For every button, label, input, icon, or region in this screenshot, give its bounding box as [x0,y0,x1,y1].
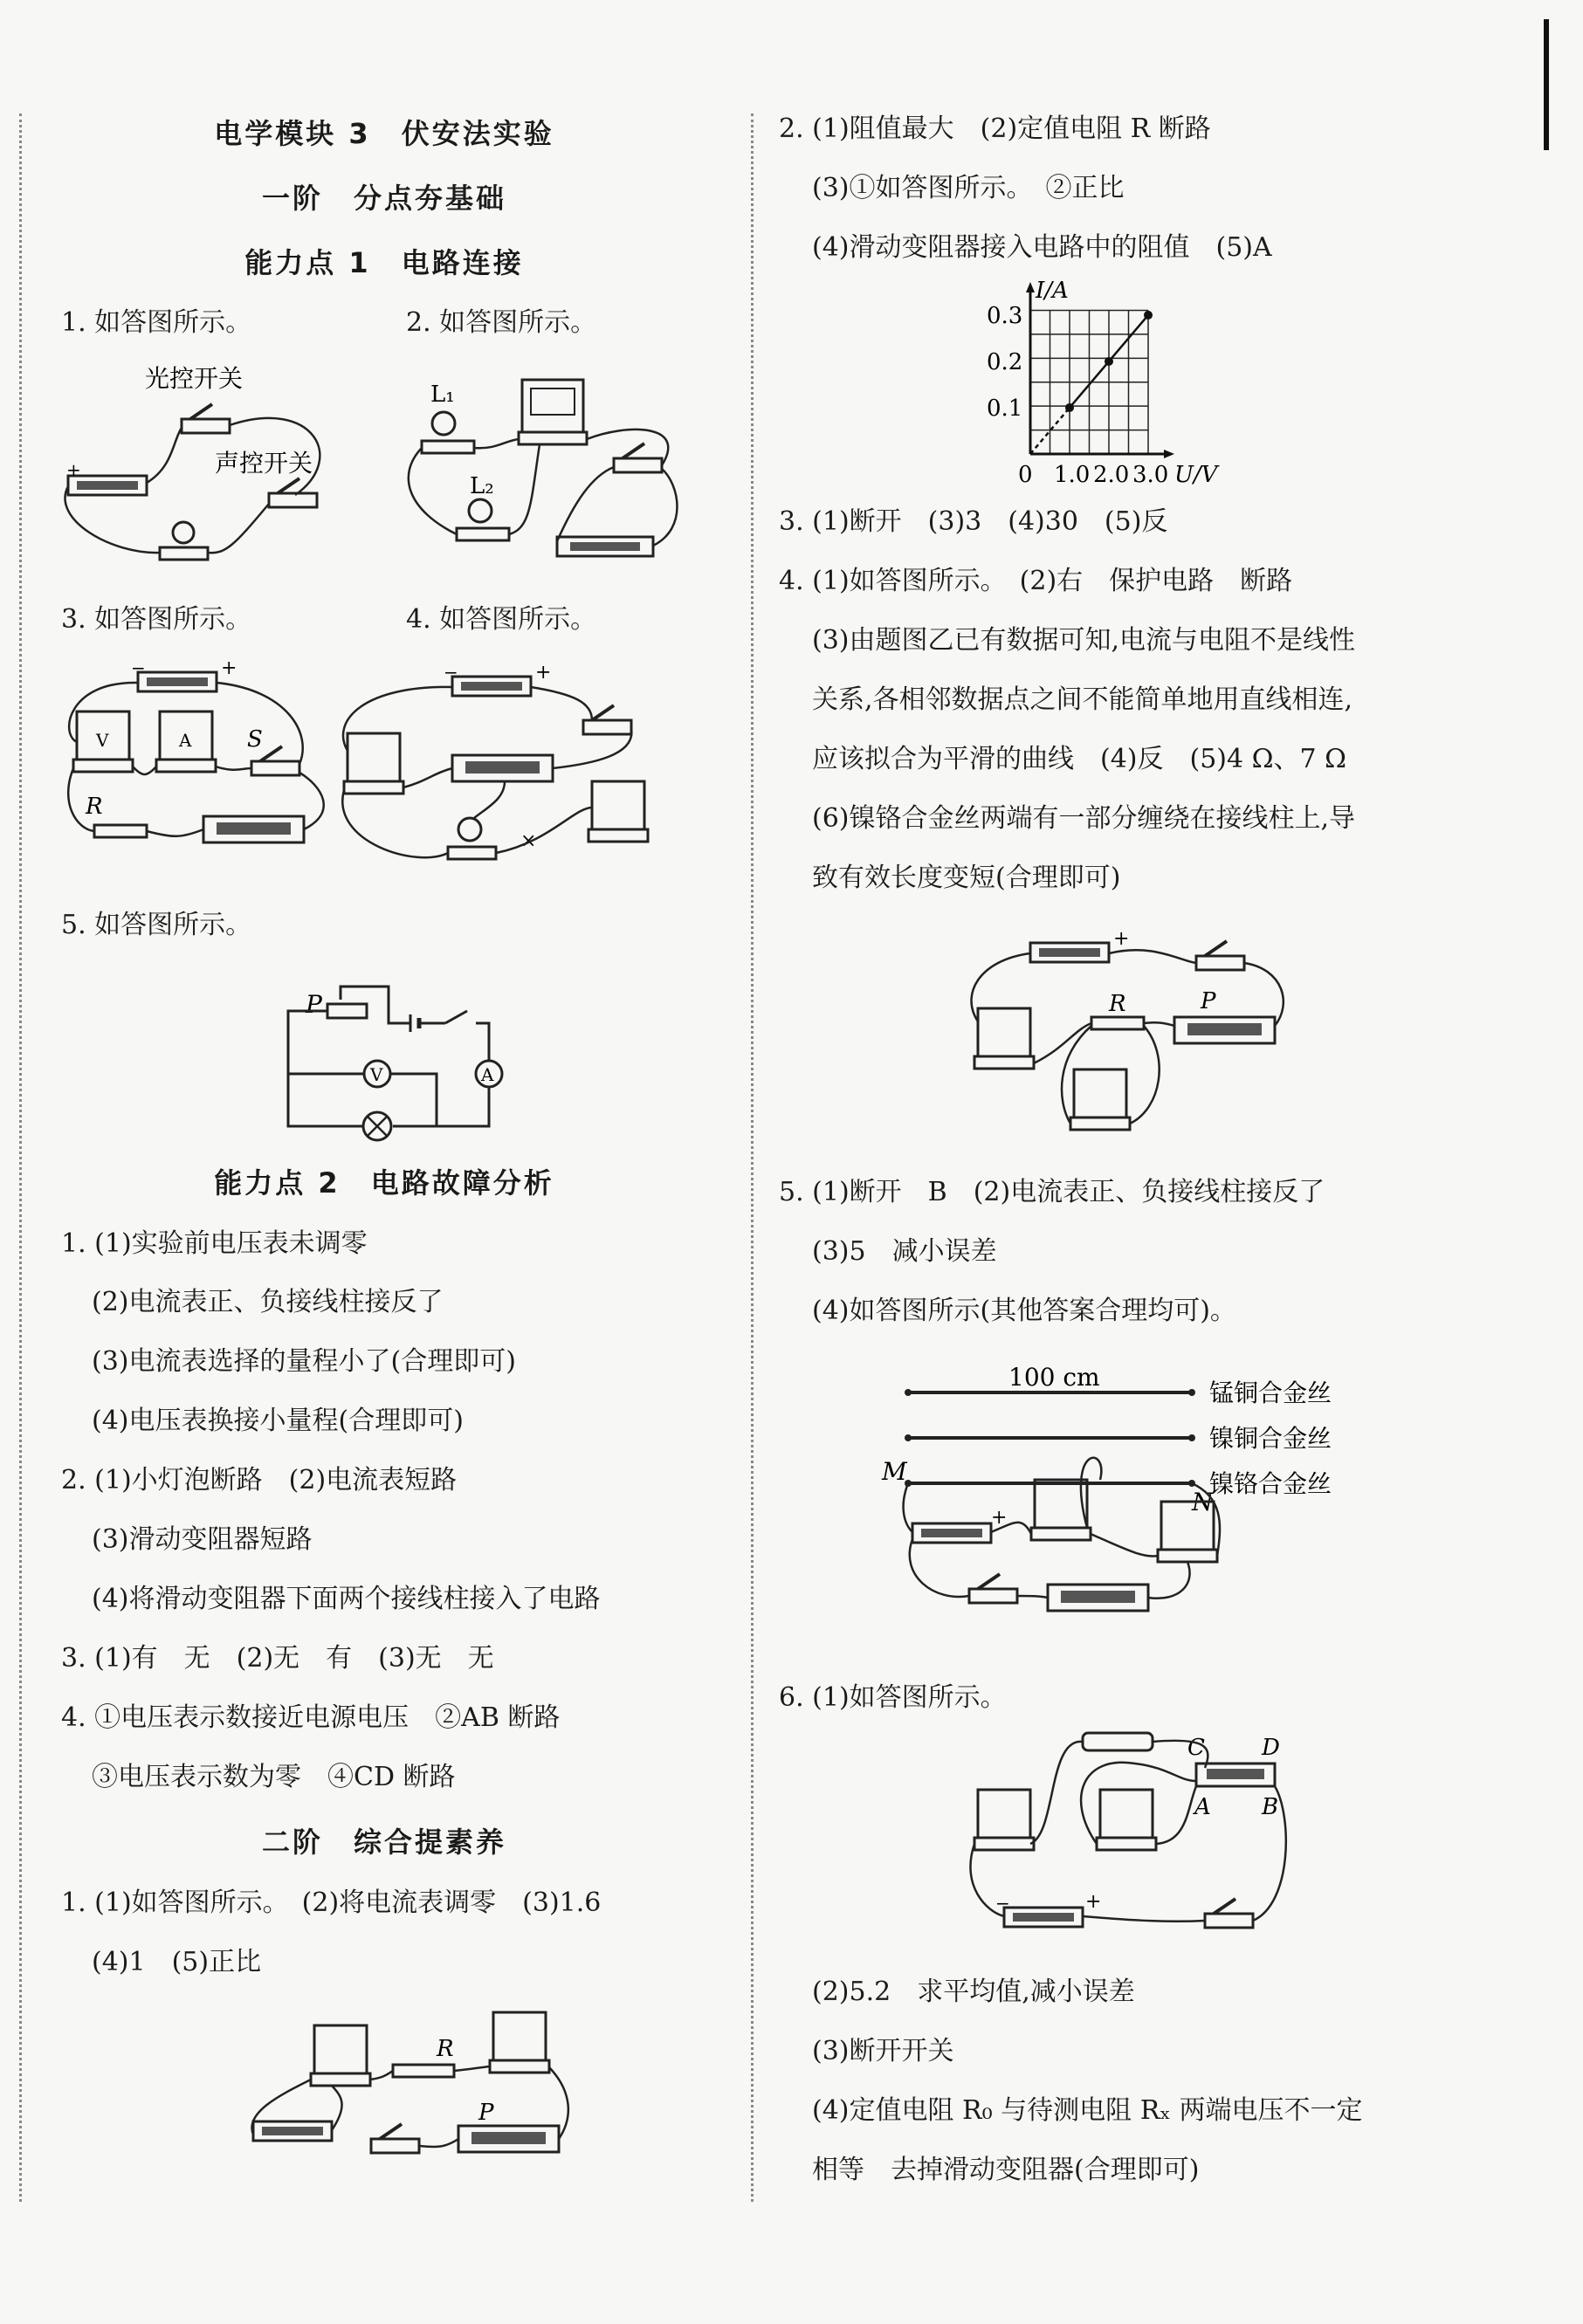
svg-text:+: + [1085,1891,1102,1913]
column-divider [751,113,754,2202]
r-q3: 3. (1)断开 (3)3 (4)30 (5)反 [779,506,1168,537]
label-M: M [882,1457,907,1486]
left-margin-line [19,113,22,2202]
p1-q1: 1. 如答图所示。 [61,307,252,338]
r-q5-line3: (4)如答图所示(其他答案合理均可)。 [812,1296,1236,1326]
r-q5-line2: (3)5 减小误差 [812,1236,997,1267]
wire2-label: 镍铜合金丝 [1209,1424,1332,1453]
label-S: S [247,726,263,753]
circuit-diagram-r-q4 [960,925,1292,1135]
circuit-diagram-r-q6 [960,1729,1327,1938]
p2-q2-line3: (4)将滑动变阻器下面两个接线柱接入了电路 [92,1584,601,1614]
x-axis-arrow [1164,450,1174,458]
x-tick-label: 2.0 [1093,462,1130,488]
stage2-title: 二阶 综合提素养 [261,1826,506,1859]
label-N: N [1192,1488,1214,1516]
wire3-label: 镍铬合金丝 [1209,1469,1332,1498]
p1-q2: 2. 如答图所示。 [406,307,597,338]
p2-q1-line1: 1. (1)实验前电压表未调零 [61,1228,368,1259]
r-q5-line1: 5. (1)断开 B (2)电流表正、负接线柱接反了 [779,1177,1325,1207]
data-point [1065,403,1074,412]
label-D: D [1262,1735,1280,1761]
r-q4-line5: (6)镍铬合金丝两端有一部分缠绕在接线柱上,导 [812,803,1356,834]
r-q4-line4: 应该拟合为平滑的曲线 (4)反 (5)4 Ω、7 Ω [812,744,1346,774]
label-P: P [306,990,322,1019]
svg-text:+: + [221,657,237,679]
circuit-diagram-s2-q1 [244,2008,576,2161]
r-q6-line5: 相等 去掉滑动变阻器(合理即可) [812,2155,1200,2185]
iu-chart [978,278,1257,493]
svg-text:A: A [481,1064,494,1085]
s2-q1-line1: 1. (1)如答图所示。 (2)将电流表调零 (3)1.6 [61,1887,602,1918]
svg-text:−: − [131,657,146,678]
r-q2-line2: (3)①如答图所示。 ②正比 [812,173,1125,203]
y-tick-label: 0.3 [987,302,1023,329]
p2-q4-line1: 4. ①电压表示数接近电源电压 ②AB 断路 [61,1702,561,1733]
svg-text:V: V [370,1064,383,1085]
x-tick-label: 0 [1018,462,1033,488]
label-B: B [1262,1794,1279,1820]
svg-text:R: R [1109,991,1126,1017]
svg-text:−: − [995,1893,1010,1914]
point2-title: 能力点 2 电路故障分析 [214,1166,554,1200]
p2-q1-line2: (2)电流表正、负接线柱接反了 [92,1287,444,1317]
r-q2-line1: 2. (1)阻值最大 (2)定值电阻 R 断路 [779,113,1211,144]
svg-text:P: P [1201,988,1216,1014]
point1-title: 能力点 1 电路连接 [244,246,524,279]
svg-text:×: × [520,830,537,852]
circuit-diagram-q1 [59,354,348,563]
y-tick-label: 0.2 [987,348,1023,375]
svg-text:+: + [991,1507,1008,1529]
p1-q5: 5. 如答图所示。 [61,910,252,940]
p2-q2-line2: (3)滑动变阻器短路 [92,1524,313,1555]
circuit-schematic-q5 [279,960,524,1135]
label-voltmeter: V [96,730,109,751]
stage1-title: 一阶 分点夯基础 [261,182,506,215]
r-q6-line2: (2)5.2 求平均值,减小误差 [812,1977,1135,2007]
p2-q1-line4: (4)电压表换接小量程(合理即可) [92,1406,464,1436]
label-L2: L₂ [470,473,494,499]
x-tick-label: 1.0 [1054,462,1091,488]
y-axis-label: I/A [1036,278,1069,304]
svg-text:−: − [444,662,458,683]
label-light-switch: 光控开关 [145,364,244,393]
r-q4-line1: 4. (1)如答图所示。 (2)右 保护电路 断路 [779,566,1293,596]
label-L1: L₁ [430,382,455,408]
y-tick-label: 0.1 [987,395,1023,422]
r-q6-line4: (4)定值电阻 R₀ 与待测电阻 Rₓ 两端电压不一定 [812,2095,1363,2126]
x-axis-label: U/V [1174,462,1218,488]
r-q4-line2: (3)由题图乙已有数据可知,电流与电阻不是线性 [812,625,1356,656]
p1-q3: 3. 如答图所示。 [61,604,252,635]
p2-q2-line1: 2. (1)小灯泡断路 (2)电流表短路 [61,1465,458,1495]
r-q2-line3: (4)滑动变阻器接入电路中的阻值 (5)A [812,232,1272,263]
label-ammeter: A [179,730,192,751]
svg-text:P: P [478,2100,494,2126]
wire-length-label: 100 cm [1008,1363,1100,1392]
data-point [1144,311,1153,320]
circuit-diagram-q3 [59,657,348,873]
wires-and-circuit-r-q5 [882,1349,1371,1663]
r-q4-line3: 关系,各相邻数据点之间不能简单地用直线相连, [812,684,1353,715]
r-q6-line3: (3)断开开关 [812,2036,954,2066]
wire1-label: 锰铜合金丝 [1209,1379,1332,1407]
label-sound-switch: 声控开关 [215,449,313,478]
s2-q1-line2: (4)1 (5)正比 [92,1947,262,1977]
y-axis-arrow [1026,282,1035,292]
r-q4-line6: 致有效长度变短(合理即可) [812,863,1121,893]
p2-q3: 3. (1)有 无 (2)无 有 (3)无 无 [61,1643,494,1674]
circuit-diagram-q4 [330,662,662,877]
page-edge-mark [1544,19,1549,150]
x-tick-label: 3.0 [1132,462,1169,488]
data-point [1105,357,1113,366]
svg-text:+: + [66,459,81,480]
circuit-diagram-q2 [400,371,697,563]
label-R: R [86,794,103,820]
p2-q4-line2: ③电压表示数为零 ④CD 断路 [92,1762,456,1792]
label-A-terminal: A [1194,1794,1211,1820]
svg-text:+: + [1113,928,1130,950]
r-q6-line1: 6. (1)如答图所示。 [779,1682,1007,1713]
p1-q4: 4. 如答图所示。 [406,604,597,635]
module-title: 电学模块 3 伏安法实验 [214,117,554,150]
svg-text:R: R [437,2036,454,2062]
svg-text:+: + [535,662,552,684]
label-C: C [1187,1735,1205,1761]
p2-q1-line3: (3)电流表选择的量程小了(合理即可) [92,1346,516,1377]
